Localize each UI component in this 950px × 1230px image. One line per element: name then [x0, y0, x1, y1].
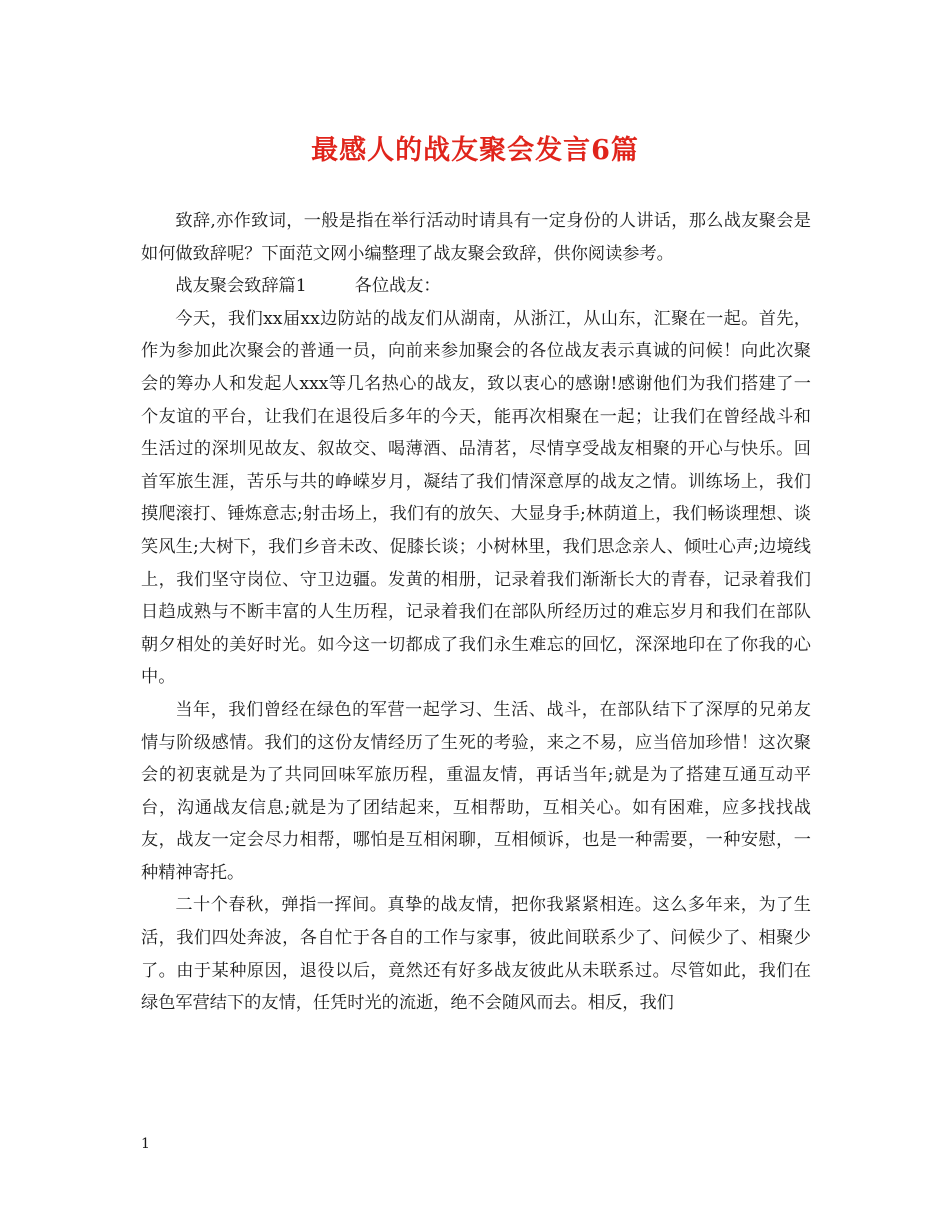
page-number: 1: [141, 1136, 150, 1152]
section-line: [141, 270, 811, 303]
body-paragraph-2: 当年，我们曾经在绿色的军营一起学习、生活、战斗，在部队结下了深厚的兄弟友情与阶级感情。我们的这份友情经历了生死的考验，来之不易，应当倍加珍惜！这次聚会的初衷就是为了共同回味军旅历程，重温友情，再话当年;就是为了搭建互通互动平台，沟通战友信息;就是为了团结起来，互相帮助，互相关心。如有困难，应多找找战友，战友一定会尽力相帮，哪怕是互相闲聊，互相倾诉，也是一种需要，一种安慰，一种精神寄托。: [141, 699, 811, 883]
document-body: [141, 205, 811, 1020]
section-heading: 战友聚会致辞篇1: [175, 276, 307, 297]
body-paragraph-3: 二十个春秋，弹指一挥间。真挚的战友情，把你我紧紧相连。这么多年来，为了生活，我们四处奔波，各自忙于各自的工作与家事，彼此间联系少了、问候少了、相聚少了。由于某种原因，退役以后，竟然还有好多战友彼此从未联系过。尽管如此，我们在绿色军营结下的友情，任凭时光的流逝，绝不会随风而去。相反，我们: [141, 895, 811, 1014]
document-title: 最感人的战友聚会发言6篇: [311, 135, 639, 166]
intro-paragraph: 致辞,亦作致词，一般是指在举行活动时请具有一定身份的人讲话，那么战友聚会是如何做致辞呢？下面范文网小编整理了战友聚会致辞，供你阅读参考。: [141, 211, 811, 264]
body-paragraph-1: 今天，我们xx届xx边防站的战友们从湖南，从浙江，从山东，汇聚在一起。首先，作为参加此次聚会的普通一员，向前来参加聚会的各位战友表示真诚的问候！向此次聚会的筹办人和发起人xxx等几名热心的战友，致以衷心的感谢!感谢他们为我们搭建了一个友谊的平台，让我们在退役后多年的今天，能再次相聚在一起；让我们在曾经战斗和生活过的深圳见故友、叙故交、喝薄酒、品清茗，尽情享受战友相聚的开心与快乐。回首军旅生涯，苦乐与共的峥嵘岁月，凝结了我们情深意厚的战友之情。训练场上，我们摸爬滚打、锤炼意志;射击场上，我们有的放矢、大显身手;林荫道上，我们畅谈理想、谈笑风生;大树下，我们乡音未改、促膝长谈；小树林里，我们思念亲人、倾吐心声;边境线上，我们坚守岗位、守卫边疆。发黄的相册，记录着我们渐渐长大的青春，记录着我们日趋成熟与不断丰富的人生历程，记录着我们在部队所经历过的难忘岁月和我们在部队朝夕相处的美好时光。如今这一切都成了我们永生难忘的回忆，深深地印在了你我的心中。: [141, 308, 811, 688]
salutation: 各位战友：: [354, 276, 441, 297]
